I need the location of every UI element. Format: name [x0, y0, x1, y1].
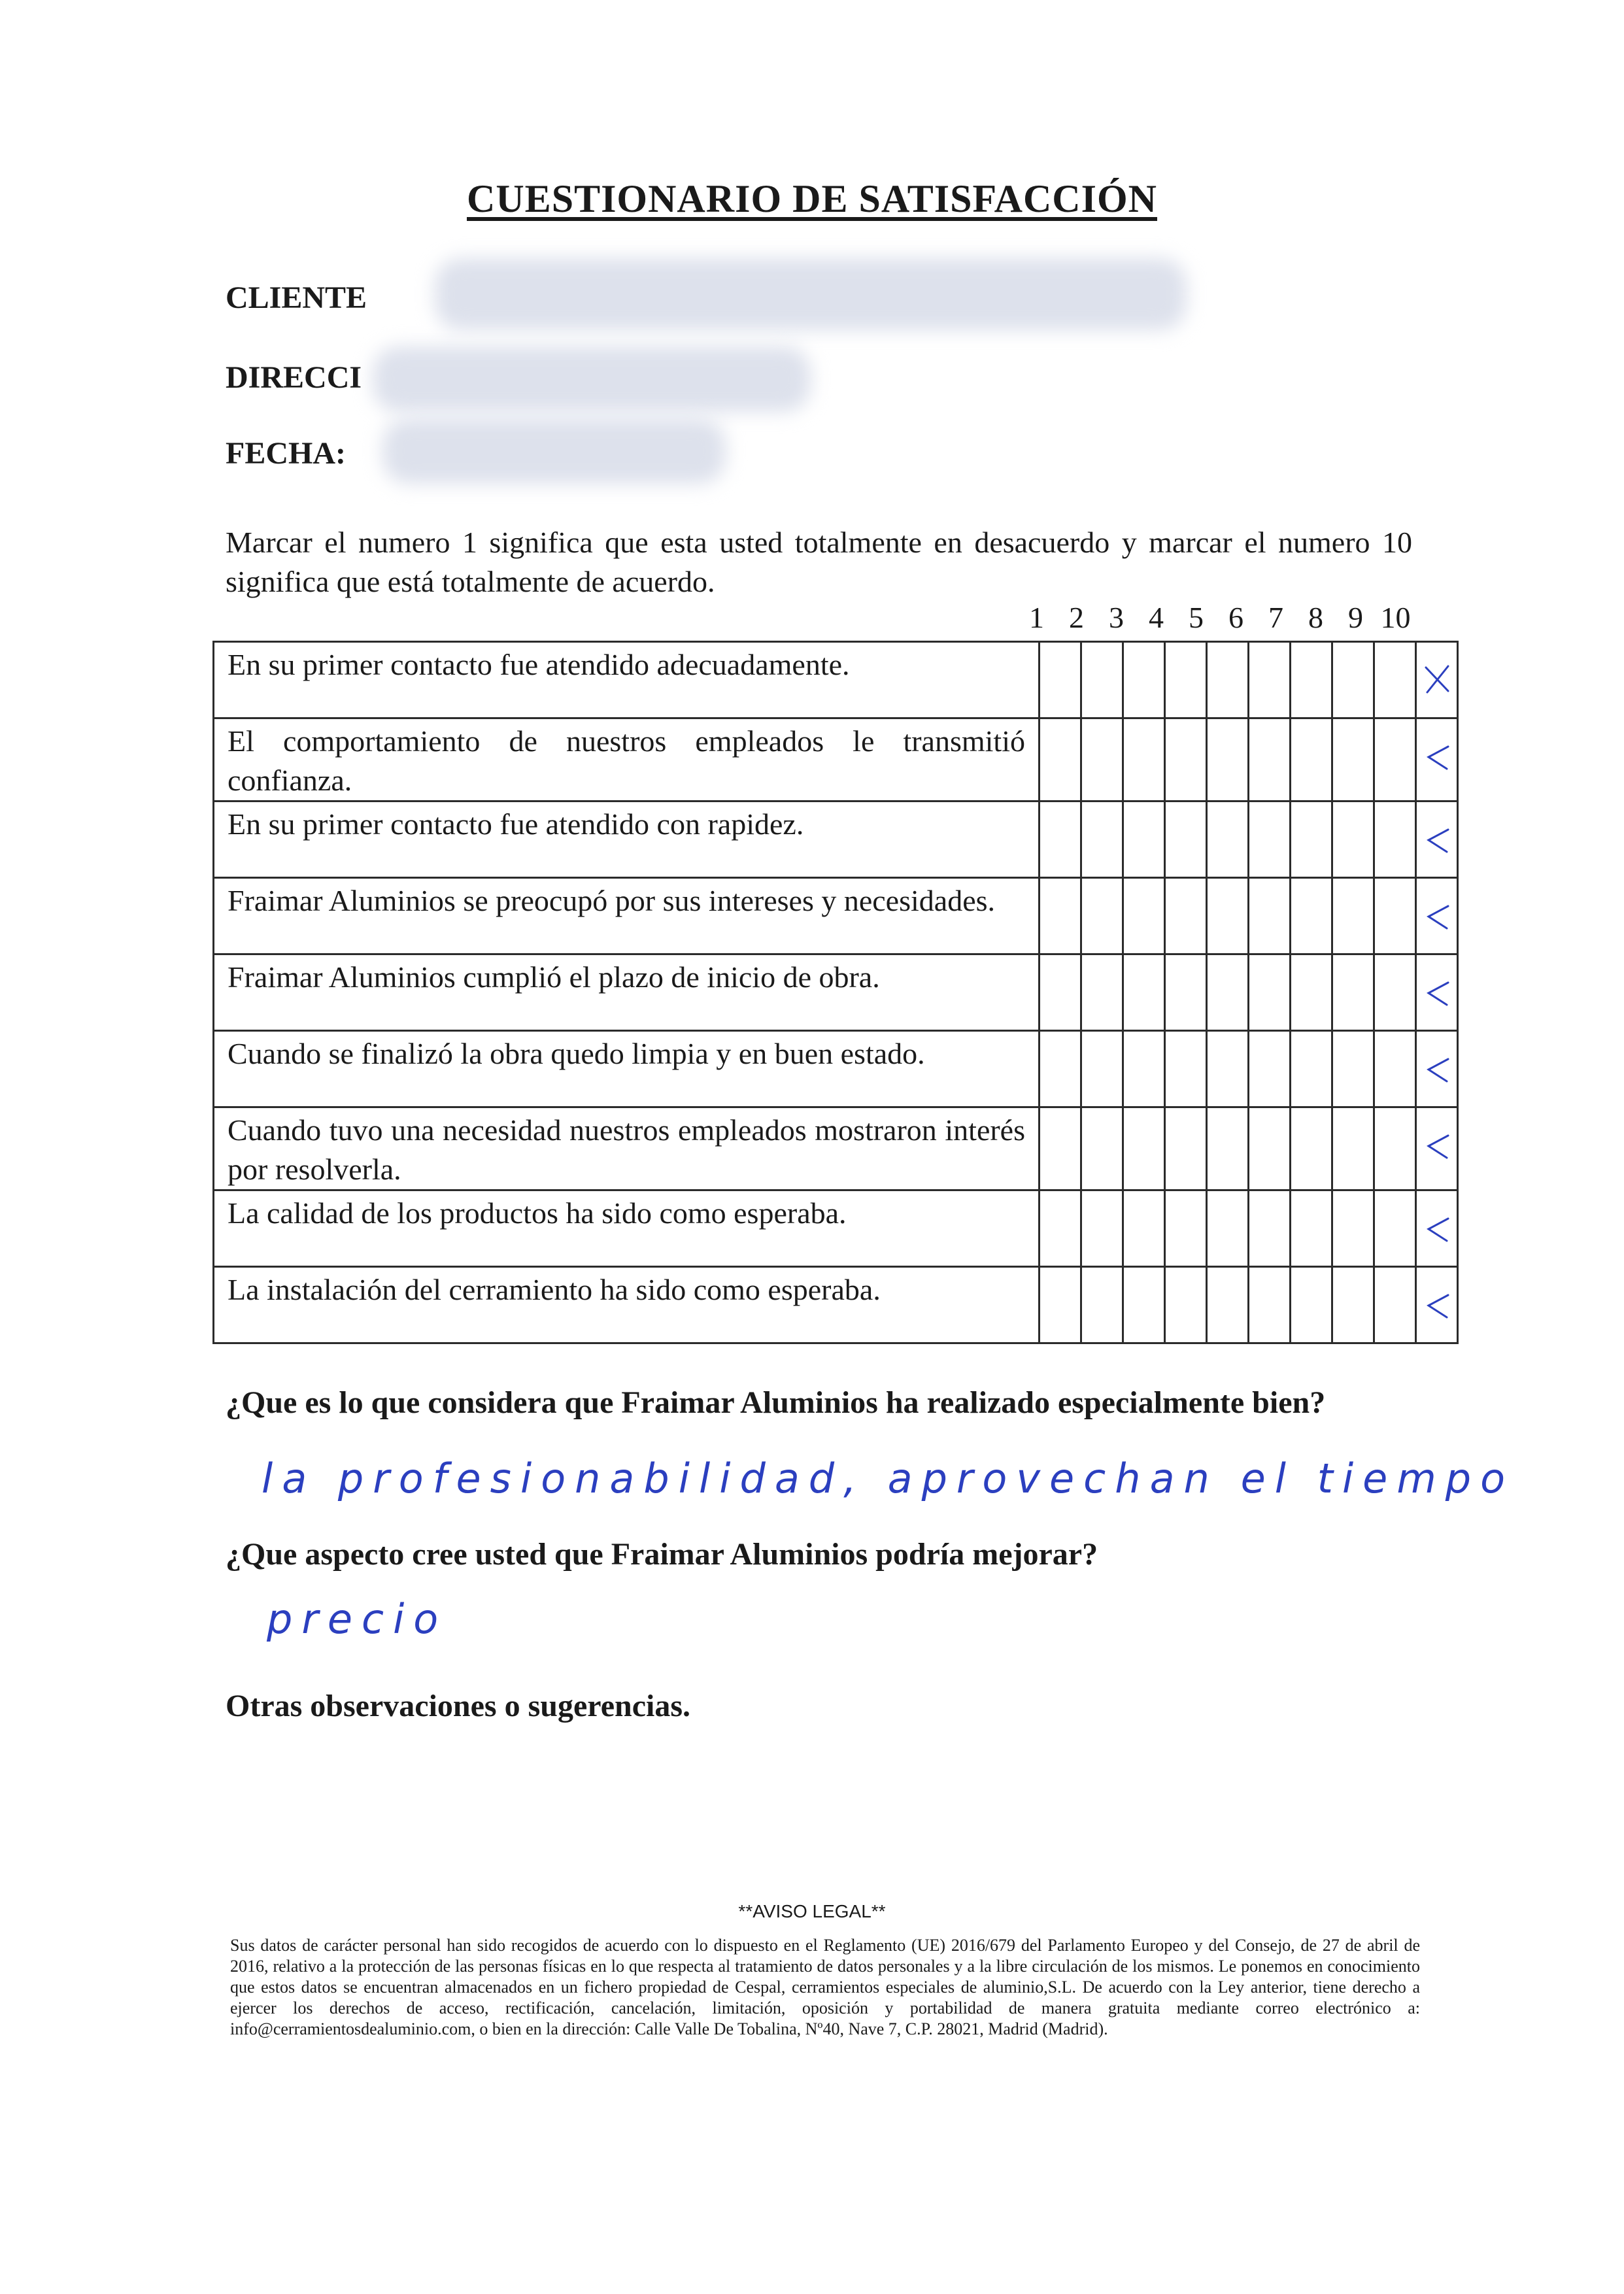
check-mark-icon: [1422, 1283, 1452, 1325]
satisfaction-table: [212, 641, 1459, 1344]
scale-number: 10: [1380, 601, 1411, 634]
rating-box-6[interactable]: [1249, 642, 1291, 718]
best-aspect-question: ¿Que es lo que considera que Fraimar Aluminios ha realizado especialmente bien?: [226, 1385, 1326, 1420]
rating-box-8[interactable]: [1332, 801, 1374, 878]
rating-box-10[interactable]: [1416, 1031, 1458, 1107]
rating-box-1[interactable]: [1040, 1031, 1081, 1107]
rating-box-5[interactable]: [1207, 1267, 1249, 1343]
rating-box-4[interactable]: [1165, 1190, 1207, 1267]
scale-number: 4: [1149, 601, 1164, 634]
question-text: Fraimar Aluminios cumplió el plazo de inicio de obra.: [228, 960, 880, 994]
rating-box-2[interactable]: [1081, 801, 1123, 878]
scale-number: 8: [1308, 601, 1323, 634]
rating-box-7[interactable]: [1291, 718, 1332, 801]
rating-box-1[interactable]: [1040, 1107, 1081, 1190]
rating-box-7[interactable]: [1291, 642, 1332, 718]
check-mark-icon: [1422, 1047, 1452, 1089]
rating-box-3[interactable]: [1123, 1190, 1165, 1267]
question-row: [214, 718, 1458, 801]
rating-box-2[interactable]: [1081, 1031, 1123, 1107]
check-mark-icon: [1422, 894, 1452, 936]
rating-box-7[interactable]: [1291, 954, 1332, 1031]
rating-box-9[interactable]: [1374, 954, 1416, 1031]
rating-box-3[interactable]: [1123, 642, 1165, 718]
rating-box-10[interactable]: [1416, 718, 1458, 801]
check-mark-icon: [1422, 1207, 1452, 1249]
rating-box-4[interactable]: [1165, 1107, 1207, 1190]
other-observations-label: Otras observaciones o sugerencias.: [226, 1689, 691, 1723]
rating-box-8[interactable]: [1332, 1107, 1374, 1190]
rating-box-5[interactable]: [1207, 878, 1249, 954]
rating-box-6[interactable]: [1249, 954, 1291, 1031]
scale-number: 6: [1228, 601, 1243, 634]
question-text: Cuando tuvo una necesidad nuestros empleados mostraron interés por resolverla.: [228, 1113, 1025, 1186]
question-row: [214, 878, 1458, 954]
rating-box-4[interactable]: [1165, 878, 1207, 954]
legal-notice-text: Sus datos de carácter personal han sido recogidos de acuerdo con lo dispuesto en el Reglamento (UE) 2016/679 del Parlamento Europeo y del Consejo, de 27 de abril de 2016, relativo a la protección de las personas físicas en lo que respecta al tratamiento de datos personales y a la libre circulación de los mismos. Le ponemos en conocimiento que estos datos se encuentran almacenados en un fichero propiedad de Cespal, cerramientos especiales de aluminio,S.L. De acuerdo con la Ley anterior, tiene derecho a ejercer los derechos de acceso, rectificación, cancelación, limitación, oposición y portabilidad de manera gratuita mediante correo electrónico a: info@cerramientosdealuminio.com, o bien en la dirección: Calle Valle De Tobalina, Nº40, Nave 7, C.P. 28021, Madrid (Madrid).: [230, 1936, 1420, 2038]
check-mark-icon: [1422, 735, 1452, 777]
question-row: [214, 801, 1458, 878]
rating-box-1[interactable]: [1040, 878, 1081, 954]
rating-box-7[interactable]: [1291, 801, 1332, 878]
scale-number: 3: [1109, 601, 1124, 634]
scale-number: 7: [1268, 601, 1283, 634]
scale-number: 1: [1029, 601, 1044, 634]
rating-box-7[interactable]: [1291, 1031, 1332, 1107]
rating-box-5[interactable]: [1207, 801, 1249, 878]
question-text: En su primer contacto fue atendido con rapidez.: [228, 807, 804, 841]
rating-box-9[interactable]: [1374, 878, 1416, 954]
check-mark-icon: [1422, 658, 1452, 700]
rating-box-4[interactable]: [1165, 1031, 1207, 1107]
rating-box-10[interactable]: [1416, 1107, 1458, 1190]
rating-box-4[interactable]: [1165, 642, 1207, 718]
check-mark-icon: [1422, 818, 1452, 860]
rating-box-10[interactable]: [1416, 801, 1458, 878]
rating-box-6[interactable]: [1249, 718, 1291, 801]
question-text: La instalación del cerramiento ha sido como esperaba.: [228, 1273, 881, 1306]
rating-box-2[interactable]: [1081, 954, 1123, 1031]
rating-box-8[interactable]: [1332, 1267, 1374, 1343]
rating-box-1[interactable]: [1040, 642, 1081, 718]
question-cell: [214, 1107, 1040, 1190]
question-row: [214, 1031, 1458, 1107]
rating-box-10[interactable]: [1416, 1267, 1458, 1343]
rating-box-4[interactable]: [1165, 954, 1207, 1031]
scale-number: 9: [1348, 601, 1363, 634]
rating-box-5[interactable]: [1207, 642, 1249, 718]
question-cell: [214, 878, 1040, 954]
question-cell: [214, 1267, 1040, 1343]
rating-box-9[interactable]: [1374, 801, 1416, 878]
rating-box-7[interactable]: [1291, 1267, 1332, 1343]
rating-box-7[interactable]: [1291, 1190, 1332, 1267]
rating-box-1[interactable]: [1040, 954, 1081, 1031]
question-text: En su primer contacto fue atendido adecuadamente.: [228, 648, 850, 681]
rating-box-3[interactable]: [1123, 1267, 1165, 1343]
question-row: [214, 1267, 1458, 1343]
question-cell: [214, 954, 1040, 1031]
question-text: Fraimar Aluminios se preocupó por sus intereses y necesidades.: [228, 884, 996, 917]
check-mark-icon: [1422, 1124, 1452, 1166]
rating-box-2[interactable]: [1081, 1190, 1123, 1267]
rating-box-9[interactable]: [1374, 642, 1416, 718]
question-row: [214, 1190, 1458, 1267]
rating-box-2[interactable]: [1081, 878, 1123, 954]
rating-box-6[interactable]: [1249, 878, 1291, 954]
rating-box-3[interactable]: [1123, 801, 1165, 878]
rating-box-3[interactable]: [1123, 878, 1165, 954]
rating-box-2[interactable]: [1081, 642, 1123, 718]
rating-box-8[interactable]: [1332, 1031, 1374, 1107]
fecha-label: FECHA:: [226, 436, 346, 471]
fecha-redacted-value: [382, 418, 726, 484]
improve-aspect-question: ¿Que aspecto cree usted que Fraimar Aluminios podría mejorar?: [226, 1537, 1098, 1572]
rating-box-3[interactable]: [1123, 954, 1165, 1031]
rating-box-2[interactable]: [1081, 718, 1123, 801]
rating-box-7[interactable]: [1291, 878, 1332, 954]
scale-number: 2: [1069, 601, 1084, 634]
instructions-text: Marcar el numero 1 significa que esta usted totalmente en desacuerdo y marcar el numero 10 significa que está totalmente de acuerdo.: [226, 526, 1412, 598]
rating-box-5[interactable]: [1207, 1190, 1249, 1267]
rating-box-10[interactable]: [1416, 642, 1458, 718]
rating-box-9[interactable]: [1374, 718, 1416, 801]
rating-box-8[interactable]: [1332, 642, 1374, 718]
cliente-redacted-value: [435, 258, 1187, 330]
rating-box-8[interactable]: [1332, 954, 1374, 1031]
check-mark-icon: [1422, 971, 1452, 1013]
rating-box-4[interactable]: [1165, 718, 1207, 801]
rating-box-6[interactable]: [1249, 1107, 1291, 1190]
rating-box-9[interactable]: [1374, 1031, 1416, 1107]
rating-box-8[interactable]: [1332, 718, 1374, 801]
rating-box-4[interactable]: [1165, 801, 1207, 878]
rating-box-6[interactable]: [1249, 1267, 1291, 1343]
rating-box-9[interactable]: [1374, 1267, 1416, 1343]
rating-box-10[interactable]: [1416, 878, 1458, 954]
rating-box-9[interactable]: [1374, 1190, 1416, 1267]
question-cell: [214, 801, 1040, 878]
rating-box-3[interactable]: [1123, 1031, 1165, 1107]
rating-box-10[interactable]: [1416, 1190, 1458, 1267]
page-title: CUESTIONARIO DE SATISFACCIÓN: [467, 177, 1157, 220]
scale-number: 5: [1189, 601, 1204, 634]
rating-box-1[interactable]: [1040, 1267, 1081, 1343]
question-row: [214, 954, 1458, 1031]
best-aspect-answer: la profesionabilidad, aprovechan el tiempo: [262, 1455, 1515, 1502]
direccion-label: DIRECCI: [226, 360, 362, 395]
question-text: El comportamiento de nuestros empleados le transmitió confianza.: [228, 724, 1025, 797]
rating-box-10[interactable]: [1416, 954, 1458, 1031]
rating-box-2[interactable]: [1081, 1267, 1123, 1343]
rating-box-1[interactable]: [1040, 801, 1081, 878]
rating-box-3[interactable]: [1123, 718, 1165, 801]
cliente-label: CLIENTE: [226, 280, 367, 315]
rating-box-3[interactable]: [1123, 1107, 1165, 1190]
question-text: La calidad de los productos ha sido como esperaba.: [228, 1196, 847, 1230]
rating-box-1[interactable]: [1040, 718, 1081, 801]
rating-box-2[interactable]: [1081, 1107, 1123, 1190]
rating-box-8[interactable]: [1332, 1190, 1374, 1267]
rating-box-7[interactable]: [1291, 1107, 1332, 1190]
rating-box-5[interactable]: [1207, 1107, 1249, 1190]
rating-box-9[interactable]: [1374, 1107, 1416, 1190]
question-cell: [214, 642, 1040, 718]
rating-box-6[interactable]: [1249, 801, 1291, 878]
rating-box-5[interactable]: [1207, 954, 1249, 1031]
rating-box-8[interactable]: [1332, 878, 1374, 954]
rating-box-5[interactable]: [1207, 718, 1249, 801]
question-cell: [214, 718, 1040, 801]
rating-box-6[interactable]: [1249, 1031, 1291, 1107]
question-row: [214, 1107, 1458, 1190]
question-cell: [214, 1190, 1040, 1267]
question-cell: [214, 1031, 1040, 1107]
rating-box-1[interactable]: [1040, 1190, 1081, 1267]
question-text: Cuando se finalizó la obra quedo limpia y en buen estado.: [228, 1037, 925, 1070]
improve-aspect-answer: precio: [267, 1595, 448, 1643]
question-row: [214, 642, 1458, 718]
rating-box-6[interactable]: [1249, 1190, 1291, 1267]
legal-notice-title: **AVISO LEGAL**: [738, 1901, 886, 1921]
direccion-redacted-value: [373, 346, 811, 412]
rating-box-5[interactable]: [1207, 1031, 1249, 1107]
rating-box-4[interactable]: [1165, 1267, 1207, 1343]
